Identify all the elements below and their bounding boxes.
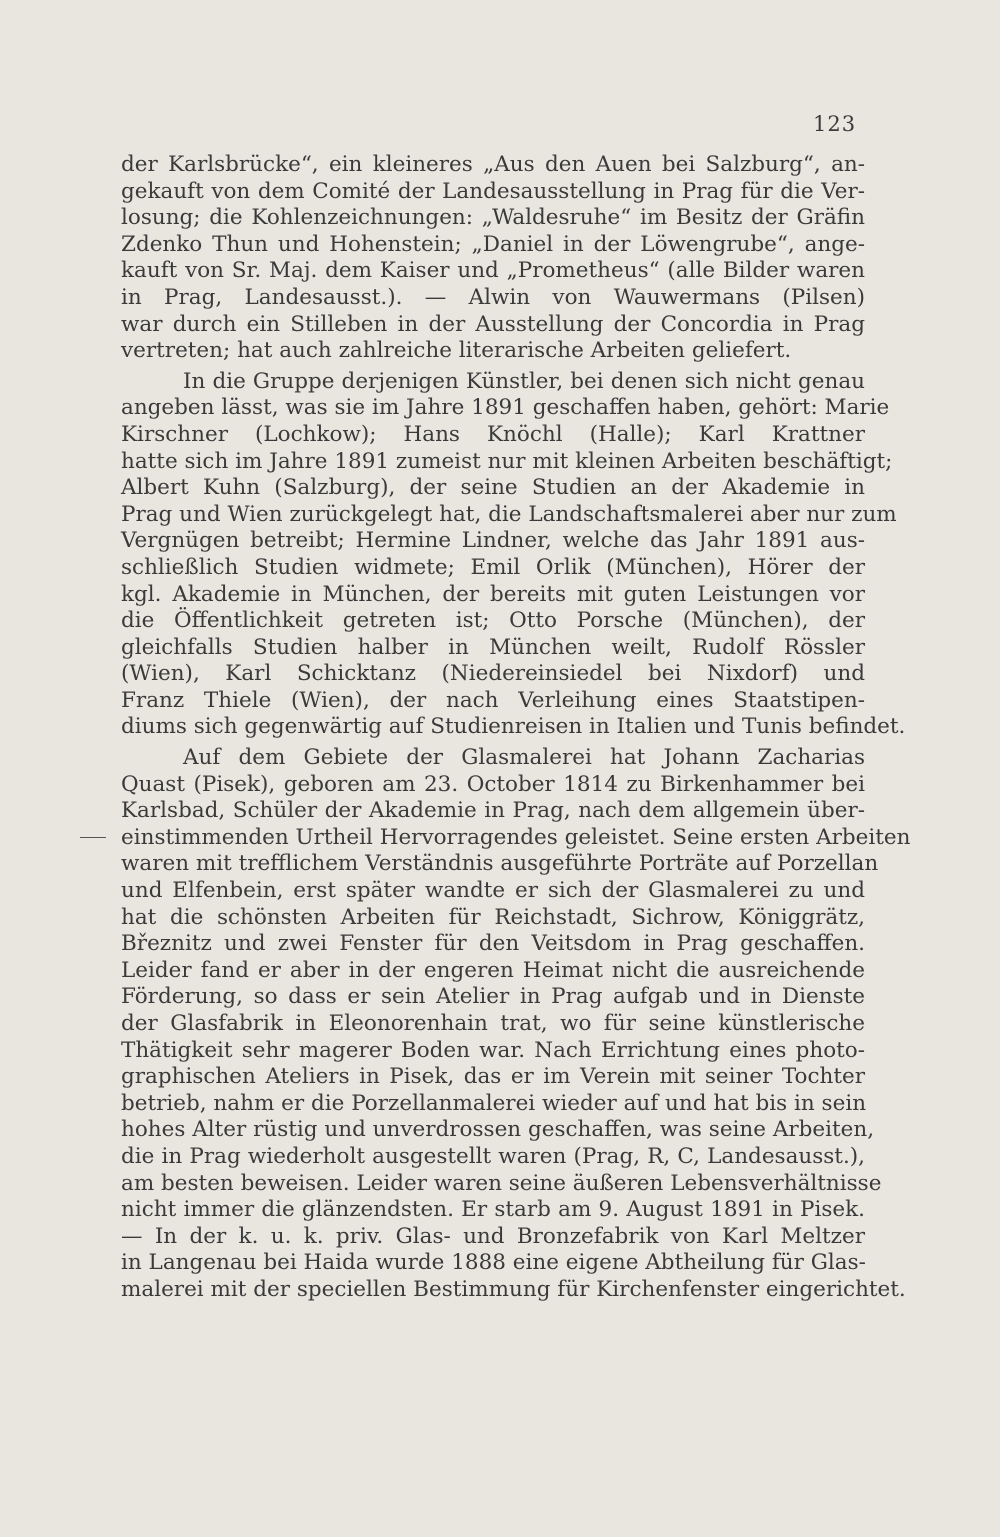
text-line: angeben lässt, was sie im Jahre 1891 geschaffen haben, gehört: Marie	[121, 395, 890, 421]
text-line: der Glasfabrik in Eleonorenhain trat, wo für seine künstlerische	[121, 1011, 865, 1036]
text-line: einstimmenden Urtheil Hervorragendes geleistet. Seine ersten Arbeiten	[121, 824, 911, 850]
text-line: Prag und Wien zurückgelegt hat, die Landschaftsmalerei aber nur zum	[121, 501, 897, 527]
text-line: vertreten; hat auch zahlreiche literarische Arbeiten geliefert.	[121, 338, 792, 364]
margin-mark	[80, 837, 106, 838]
text-line: Březnitz und zwei Fenster für den Veitsdom in Prag geschaffen.	[121, 931, 865, 957]
paragraph-3	[121, 745, 911, 1303]
text-line: Vergnügen betreibt; Hermine Lindner, welche das Jahr 1891 aus-	[121, 528, 865, 554]
text-line: kgl. Akademie in München, der bereits mit guten Leistungen vor	[121, 581, 865, 607]
text-line: Leider fand er aber in der engeren Heimat nicht die ausreichende	[121, 957, 865, 983]
text-line: Förderung, so dass er sein Atelier in Prag aufgab und in Dienste	[121, 984, 865, 1010]
text-line: und Elfenbein, erst später wandte er sich der Glasmalerei zu und	[121, 878, 865, 904]
text-line: Kirschner (Lochkow); Hans Knöchl (Halle); Karl Krattner	[121, 421, 865, 447]
text-line: Thätigkeit sehr magerer Boden war. Nach Errichtung eines photo-	[121, 1037, 865, 1063]
text-line: Franz Thiele (Wien), der nach Verleihung eines Staatstipen-	[121, 687, 865, 713]
text-line: hatte sich im Jahre 1891 zumeist nur mit kleinen Arbeiten beschäftigt;	[121, 448, 893, 474]
text-line: betrieb, nahm er die Porzellanmalerei wieder auf und hat bis in sein	[121, 1090, 867, 1116]
text-line: graphischen Ateliers in Pisek, das er im Verein mit seiner Tochter	[121, 1064, 865, 1090]
text-line: Karlsbad, Schüler der Akademie in Prag, nach dem allgemein über-	[121, 798, 865, 824]
text-line: kauft von Sr. Maj. dem Kaiser und „Prometheus“ (alle Bilder waren	[121, 258, 865, 284]
text-line: — In der k. u. k. priv. Glas- und Bronzefabrik von Karl Meltzer	[121, 1223, 865, 1249]
text-line: nicht immer die glänzendsten. Er starb am 9. August 1891 in Pisek.	[121, 1197, 865, 1223]
text-line: In die Gruppe derjenigen Künstler, bei denen sich nicht genau	[183, 368, 865, 394]
text-line: Zdenko Thun und Hohenstein; „Daniel in der Löwengrube“, ange-	[121, 231, 865, 257]
text-line: malerei mit der speciellen Bestimmung für Kirchenfenster eingerichtet.	[121, 1276, 906, 1302]
text-line: hat die schönsten Arbeiten für Reichstadt, Sichrow, Königgrätz,	[121, 904, 865, 930]
paragraph-2	[121, 368, 906, 741]
text-line: losung; die Kohlenzeichnungen: „Waldesruhe“ im Besitz der Gräfin	[121, 205, 865, 231]
text-line: Auf dem Gebiete der Glasmalerei hat Johann Zacharias	[183, 745, 865, 771]
text-line: die in Prag wiederholt ausgestellt waren (Prag, R, C, Landesausst.),	[121, 1143, 865, 1169]
text-line: gleichfalls Studien halber in München weilt, Rudolf Rössler	[121, 634, 865, 660]
page-number: 123	[813, 112, 857, 136]
text-line: in Langenau bei Haida wurde 1888 eine eigene Abtheilung für Glas-	[121, 1250, 866, 1276]
text-line: war durch ein Stilleben in der Ausstellung der Concordia in Prag	[121, 311, 865, 337]
body-text	[121, 152, 911, 1304]
text-line: der Karlsbrücke“, ein kleineres „Aus den Auen bei Salzburg“, an-	[121, 152, 865, 177]
text-line: Quast (Pisek), geboren am 23. October 1814 zu Birkenhammer bei	[121, 771, 865, 797]
paragraph-1	[121, 152, 865, 365]
text-line: waren mit trefflichem Verständnis ausgeführte Porträte auf Porzellan	[121, 851, 879, 877]
text-line: Albert Kuhn (Salzburg), der seine Studien an der Akademie in	[121, 475, 865, 501]
text-line: diums sich gegenwärtig auf Studienreisen in Italien und Tunis befindet.	[121, 714, 906, 740]
text-line: die Öffentlichkeit getreten ist; Otto Porsche (München), der	[121, 608, 865, 634]
text-line: am besten beweisen. Leider waren seine äußeren Lebensverhältnisse	[121, 1170, 882, 1196]
text-line: hohes Alter rüstig und unverdrossen geschaffen, was seine Arbeiten,	[121, 1117, 875, 1143]
text-line: in Prag, Landesausst.). — Alwin von Wauwermans (Pilsen)	[121, 284, 865, 310]
text-line: schließlich Studien widmete; Emil Orlik (München), Hörer der	[121, 554, 865, 580]
text-line: gekauft von dem Comité der Landesausstellung in Prag für die Ver-	[121, 178, 865, 204]
text-line: (Wien), Karl Schicktanz (Niedereinsiedel bei Nixdorf) und	[121, 661, 865, 687]
